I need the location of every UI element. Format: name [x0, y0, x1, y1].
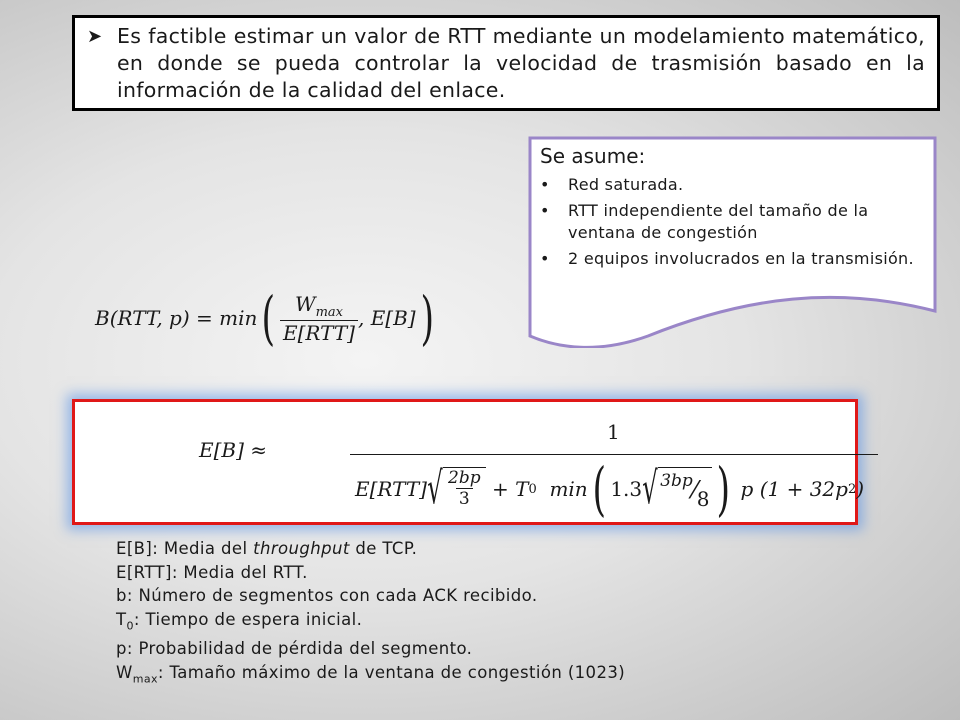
- sqrt-3bp-over-8: √ 3bp ⁄ 8: [642, 463, 710, 514]
- legend-line-t0: $T_0$: Tiempo de espera inicial.: [116, 609, 363, 632]
- legend-line-p: p: Probabilidad de pérdida del segmento.: [116, 639, 473, 659]
- expected-throughput-formula-box: [72, 399, 865, 525]
- assumptions-list: [540, 174, 930, 274]
- formula2-tail: (1 + 32p: [759, 477, 848, 501]
- formula1-den: E[RTT]: [280, 320, 358, 345]
- assumption-item: • RTT independiente del tamaño de la ventana de congestión: [540, 200, 930, 244]
- formula2-min: min: [549, 477, 588, 501]
- throughput-formula: [95, 283, 438, 353]
- formula1-second-arg: , E[B]: [357, 306, 416, 330]
- assumption-item: • 2 equipos involucrados en la transmisión.: [540, 248, 930, 270]
- assumption-item: • Red saturada.: [540, 174, 930, 196]
- radical-icon: √: [427, 463, 443, 514]
- intro-text: Es factible estimar un valor de RTT mediante un modelamiento matemático, en donde se pueda controlar la velocidad de trasmisión basado en la información de la calidad del enlace.: [117, 24, 925, 102]
- variable-legend: [116, 537, 625, 691]
- formula2-t-sub: 0: [528, 481, 537, 497]
- left-paren: (: [261, 284, 276, 352]
- formula2-t: T: [515, 477, 529, 501]
- formula2-ertt: E[RTT]: [355, 477, 427, 501]
- formula2-lhs: E[B] ≈: [199, 438, 268, 462]
- formula1-fraction: [280, 292, 358, 345]
- formula2-tail-close: ): [856, 477, 865, 501]
- assumptions-box: [528, 136, 937, 348]
- sqrt1-num: 2bp: [448, 468, 481, 488]
- right-paren: ): [420, 284, 434, 352]
- legend-line-eb: E[B]: Media del throughput de TCP.: [116, 539, 418, 558]
- sqrt2-num: 3bp: [660, 470, 693, 491]
- legend-line-wmax: $W_{max}$: Tamaño máximo de la ventana de congestión (1023): [116, 662, 626, 686]
- formula1-min: min: [219, 306, 258, 330]
- formula1-lhs: B(RTT, p) =: [95, 306, 213, 330]
- legend-line-ertt: E[RTT]: Media del RTT.: [116, 562, 308, 582]
- formula2-p: p: [740, 477, 754, 501]
- radical-icon: √: [642, 463, 658, 514]
- arrow-bullet-icon: ➤: [87, 26, 103, 47]
- formula2-coef: 1.3: [610, 477, 643, 501]
- formula2-fraction-bar: [350, 454, 878, 455]
- formula1-num: W: [295, 291, 316, 316]
- formula2-denominator: [355, 455, 865, 523]
- left-paren: (: [592, 455, 606, 523]
- assumptions-title: Se asume:: [540, 144, 646, 168]
- sqrt2-den: 8: [696, 486, 710, 511]
- legend-line-b: b: Número de segmentos con cada ACK recibido.: [116, 586, 538, 605]
- right-paren: ): [716, 455, 730, 523]
- formula2-tail-exp: 2: [847, 481, 857, 497]
- formula2-plus: +: [491, 477, 509, 501]
- sqrt-2bp-over-3: [427, 463, 486, 514]
- intro-bullet-box: [72, 15, 940, 111]
- formula2-numerator: 1: [607, 420, 620, 444]
- formula1-num-sub: max: [315, 304, 343, 320]
- sqrt1-den: 3: [456, 488, 473, 509]
